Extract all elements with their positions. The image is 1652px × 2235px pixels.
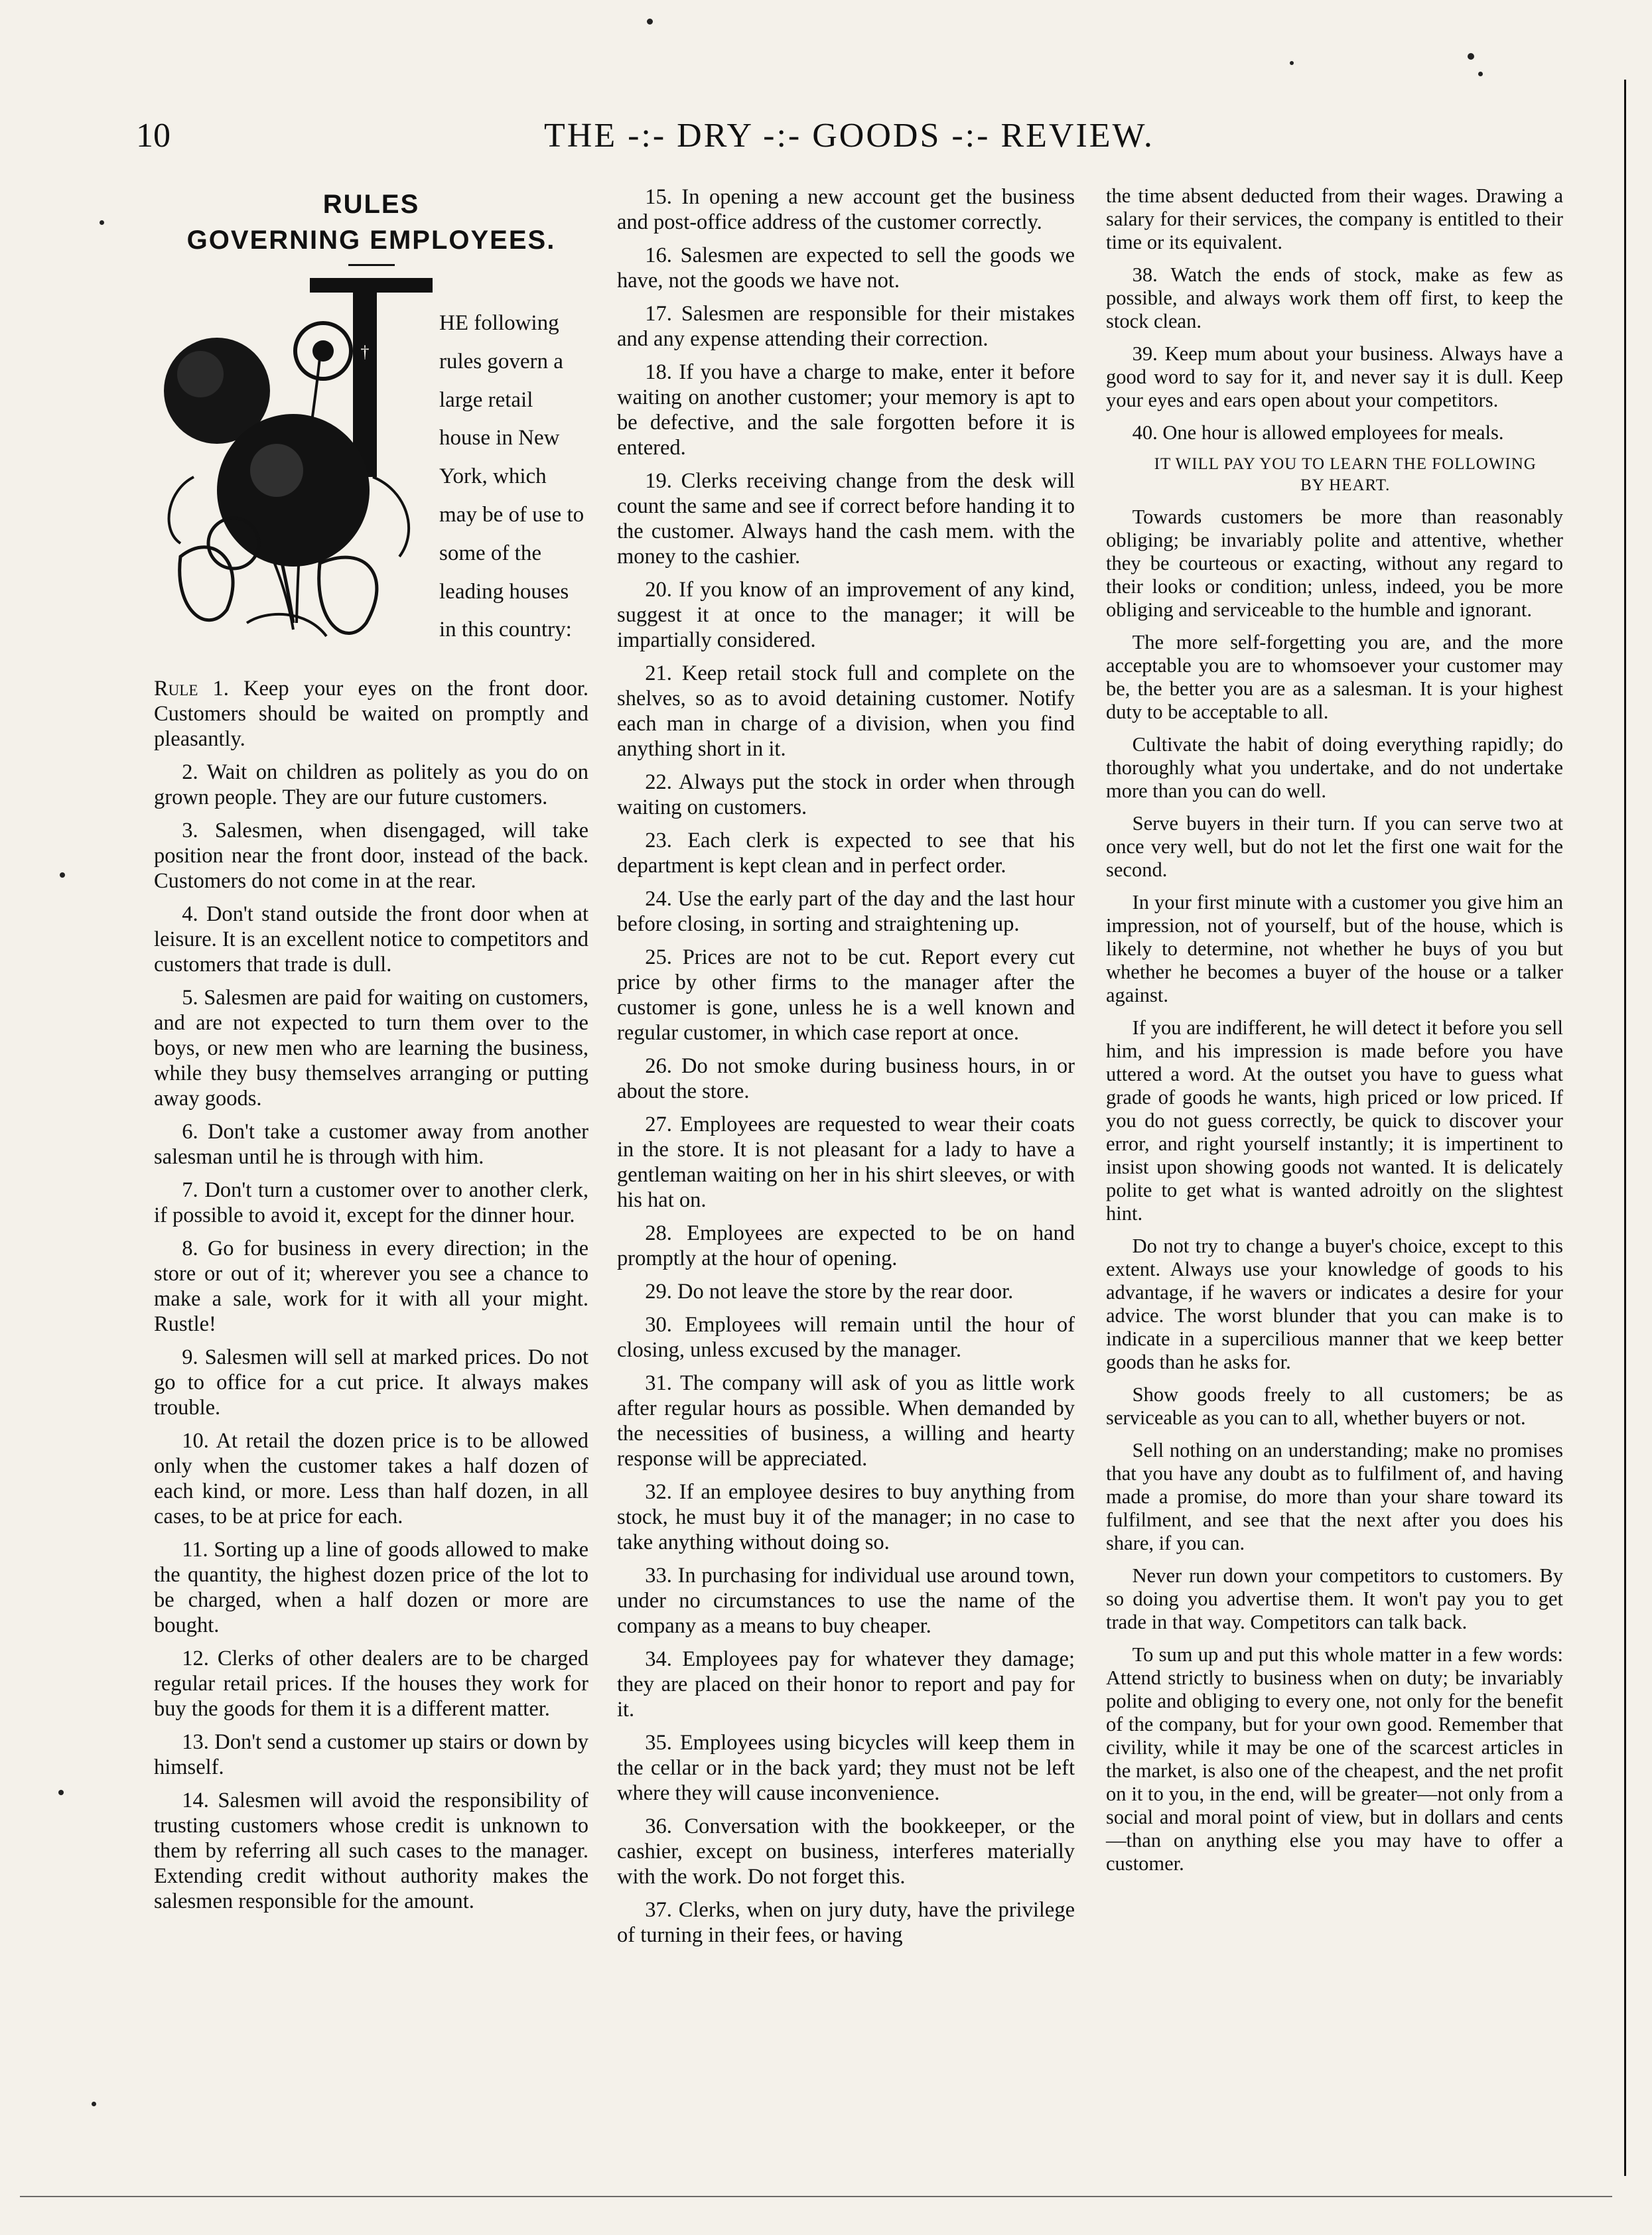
rule-8: 8. Go for business in every direction; in the store or out of it; wherever you see a chance to make a sale, work for it with all your might. Rustle!	[154, 1237, 588, 1336]
rule-28: 28. Employees are expected to be on hand promptly at the hour of opening.	[617, 1221, 1075, 1270]
rule-15: 15. In opening a new account get the business and post-office address of the customer correctly.	[617, 185, 1075, 234]
advice-paragraph: In your first minute with a customer you give him an impression, not of yourself, but of the house, which is likely to determine, not whether he buys of you but whether he becomes a buyer of the house or a talker against.	[1106, 891, 1563, 1006]
svg-text:†: †	[360, 342, 370, 362]
rule-40: 40. One hour is allowed employees for meals.	[1132, 421, 1504, 444]
column-2	[617, 184, 1075, 1956]
page-bottom-line	[20, 2196, 1612, 2197]
scan-speck	[1290, 61, 1294, 65]
column-1	[154, 184, 588, 1922]
advice-paragraph: Towards customers be more than reasonably obliging; be invariably polite and attentive, whether they be courteous or exacting, without any regard to their looks or condition; unless, indeed, you be more obliging and serviceable to the humble and ignorant.	[1106, 506, 1563, 621]
rule-1-lead: Rule 1.	[154, 677, 229, 701]
rule-39: 39. Keep mum about your business. Always have a good word to say for it, and never say it is dull. Keep your eyes and ears open about your competitors.	[1106, 342, 1563, 411]
title-rule	[348, 264, 395, 266]
rule-26: 26. Do not smoke during business hours, in or about the store.	[617, 1054, 1075, 1103]
advice-paragraph: Do not try to change a buyer's choice, except to this extent. Always use your knowledge of goods to his advantage, if he wavers or indicates a desire for your advice. The worst blunder that you can make is to indicate in a supercilious manner that we keep better goods than he asks for.	[1106, 1235, 1563, 1373]
advice-paragraph: To sum up and put this whole matter in a few words: Attend strictly to business when on duty; be invariably polite and obliging to every one, not only for the benefit of the company, but for your own good. Remember that civility, while it may be one of the scarcest articles in the market, is also one of the cheapest, and the net profit on it to you, in the end, will be greater—not only from a social and moral point of view, but in dollars and cents—than on anything else you may have to offer a customer.	[1106, 1643, 1563, 1875]
rule-17: 17. Salesmen are responsible for their mistakes and any expense attending their correction.	[617, 302, 1075, 351]
subhead-line-2: BY HEART.	[1300, 476, 1391, 494]
rule-19: 19. Clerks receiving change from the desk will count the same and see if correct before handing it to the customer. Always hand the cash mem. with the money to the cashier.	[617, 469, 1075, 569]
running-head: THE -:- DRY -:- GOODS -:- REVIEW.	[544, 117, 1154, 155]
rule-18: 18. If you have a charge to make, enter it before waiting on another customer; your memory is apt to be defective, and the sale forgotten before it is entered.	[617, 360, 1075, 460]
intro-text: HE following rules govern a large retail house in New York, which may be of use to some of the leading houses in this country:	[439, 311, 585, 642]
advice-paragraph: Show goods freely to all customers; be as serviceable as you can to all, whether buyers or not.	[1106, 1383, 1563, 1429]
rule-22: 22. Always put the stock in order when through waiting on customers.	[617, 770, 1075, 819]
rule-20: 20. If you know of an improvement of any kind, suggest it at once to the manager; it will be impartially considered.	[617, 578, 1075, 652]
page-edge-line	[1624, 80, 1626, 2176]
subhead-line-1: IT WILL PAY YOU TO LEARN THE FOLLOWING	[1154, 455, 1537, 473]
intro-block	[154, 278, 588, 663]
rule-21: 21. Keep retail stock full and complete on the shelves, so as to avoid detaining customer. Notify each man in charge of a division, when you find anything short in it.	[617, 661, 1075, 761]
advice-paragraph: Cultivate the habit of doing everything rapidly; do thoroughly what you undertake, and do not undertake more than you can do well.	[1106, 733, 1563, 802]
scan-speck	[1478, 72, 1483, 76]
advice-paragraph: Sell nothing on an understanding; make no promises that you have any doubt as to fulfilment of, and having made a promise, do more than your share toward its fulfilment, and see that the next after you does his share, if you can.	[1106, 1439, 1563, 1554]
rule-2: 2. Wait on children as politely as you do on grown people. They are our future customers.	[154, 760, 588, 809]
rule-7: 7. Don't turn a customer over to another clerk, if possible to avoid it, except for the dinner hour.	[154, 1178, 588, 1227]
advice-paragraph: Serve buyers in their turn. If you can serve two at once very well, but do not let the first one wait for the second.	[1106, 812, 1563, 881]
rule-32: 32. If an employee desires to buy anything from stock, he must buy it of the manager; in no case to take anything without doing so.	[617, 1480, 1075, 1554]
scan-speck	[647, 19, 653, 25]
scan-speck	[60, 872, 65, 878]
scan-speck	[92, 2102, 96, 2106]
rule-12: 12. Clerks of other dealers are to be charged regular retail prices. If the houses they work for buy the goods for them it is a different matter.	[154, 1647, 588, 1721]
scan-speck	[100, 220, 104, 225]
rule-30: 30. Employees will remain until the hour of closing, unless excused by the manager.	[617, 1313, 1075, 1362]
article-title-line2: GOVERNING EMPLOYEES.	[186, 226, 556, 255]
article-title-line1: RULES	[322, 190, 420, 219]
rule-38: 38. Watch the ends of stock, make as few as possible, and always work them off first, to keep the stock clean.	[1106, 263, 1563, 332]
rule-27: 27. Employees are requested to wear their coats in the store. It is not pleasant for a lady to have a gentleman waiting on her in his shirt sleeves, or with his hat on.	[617, 1113, 1075, 1212]
rule-4: 4. Don't stand outside the front door when at leisure. It is an excellent notice to competitors and customers that trade is dull.	[154, 902, 588, 977]
scan-speck	[1468, 53, 1474, 60]
rule-16: 16. Salesmen are expected to sell the goods we have, not the goods we have not.	[617, 243, 1075, 293]
advice-paragraph: If you are indifferent, he will detect it before you sell him, and his impression is made before you have uttered a word. At the outset you have to guess what grade of goods he wants, high priced or low priced. If you do not guess correctly, be quick to discover your error, and right yourself instantly; it is impertinent to insist upon showing goods not wanted. It is delicately polite to get what is wanted adroitly on the slightest hint.	[1106, 1016, 1563, 1225]
rule-24: 24. Use the early part of the day and the last hour before closing, in sorting and straightening up.	[617, 887, 1075, 936]
scan-speck	[58, 1790, 64, 1795]
rule-10: 10. At retail the dozen price is to be allowed only when the customer takes a half dozen of each kind, or more. Less than half dozen, in all cases, to be at price for each.	[154, 1429, 588, 1528]
rule-1	[154, 676, 588, 752]
rule-34: 34. Employees pay for whatever they damage; they are placed on their honor to report and pay for it.	[617, 1647, 1075, 1722]
rule-29: 29. Do not leave the store by the rear door.	[645, 1280, 1014, 1304]
rule-13: 13. Don't send a customer up stairs or down by himself.	[154, 1730, 588, 1779]
rule-6: 6. Don't take a customer away from another salesman until he is through with him.	[154, 1120, 588, 1169]
rule-23: 23. Each clerk is expected to see that his department is kept clean and in perfect order.	[617, 829, 1075, 878]
learn-by-heart-subhead	[1106, 454, 1563, 496]
rule-37-continuation: the time absent deducted from their wages. Drawing a salary for their services, the company is entitled to their time or its equivalent.	[1106, 184, 1563, 253]
rule-31: 31. The company will ask of you as little work after regular hours as possible. When demanded by the necessities of business, a willing and hearty response will be appreciated.	[617, 1371, 1075, 1471]
rule-14: 14. Salesmen will avoid the responsibility of trusting customers whose credit is unknown to them by referring all such cases to the manager. Extending credit without authority makes the salesmen responsible for the amount.	[154, 1789, 588, 1913]
page-number: 10	[136, 117, 171, 155]
rule-11: 11. Sorting up a line of goods allowed to make the quantity, the highest dozen price of the lot to be charged, when a half dozen or more are bought.	[154, 1538, 588, 1637]
advice-paragraph: Never run down your competitors to customers. By so doing you advertise them. It won't pay you to get trade in that way. Competitors can talk back.	[1106, 1564, 1563, 1633]
rule-35: 35. Employees using bicycles will keep them in the cellar or in the back yard; they must not be left where they will cause inconvenience.	[617, 1731, 1075, 1805]
rule-37: 37. Clerks, when on jury duty, have the privilege of turning in their fees, or having	[617, 1898, 1075, 1947]
poppy-drop-cap-illustration	[154, 278, 433, 656]
rule-36: 36. Conversation with the bookkeeper, or the cashier, except on business, interferes materially with the work. Do not forget this.	[617, 1814, 1075, 1889]
rule-3: 3. Salesmen, when disengaged, will take position near the front door, instead of the back. Customers do not come in at the rear.	[154, 819, 588, 893]
rule-33: 33. In purchasing for individual use around town, under no circumstances to use the name of the company as a means to buy cheaper.	[617, 1564, 1075, 1638]
advice-paragraph: The more self-forgetting you are, and the more acceptable you are to whomsoever your customer may be, the better you are as a salesman. It is your highest duty to be acceptable to all.	[1106, 631, 1563, 723]
rule-25: 25. Prices are not to be cut. Report every cut price by other firms to the manager after the customer is gone, unless he is a well known and regular customer, in which case report at once.	[617, 945, 1075, 1045]
column-3	[1106, 184, 1563, 1885]
rule-5: 5. Salesmen are paid for waiting on customers, and are not expected to turn them over to the boys, or new men who are learning the business, while they busy themselves arranging or putting away goods.	[154, 986, 588, 1111]
rule-1-text: Keep your eyes on the front door. Customers should be waited on promptly and pleasantly.	[154, 677, 588, 751]
rule-9: 9. Salesmen will sell at marked prices. Do not go to office for a cut price. It always makes trouble.	[154, 1345, 588, 1420]
